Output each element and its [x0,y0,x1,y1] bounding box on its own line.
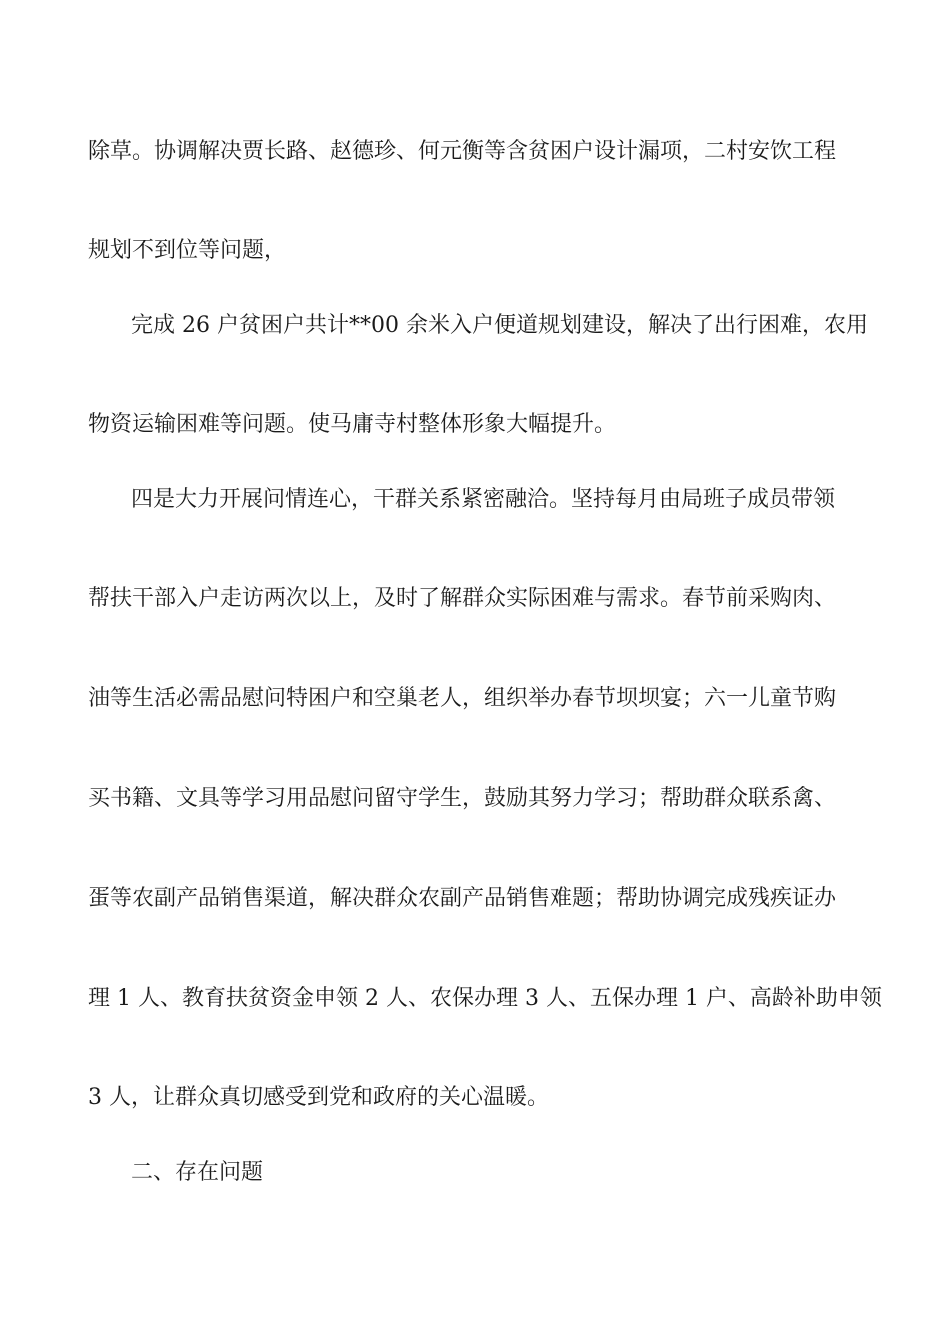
paragraph-line-7: 油等生活必需品慰问特困户和空巢老人，组织举办春节坝坝宴；六一儿童节购 [88,686,837,711]
paragraph-line-3: 完成 26 户贫困户共计**00 余米入户便道规划建设，解决了出行困难，农用 [131,313,868,338]
paragraph-line-10: 理 1 人、教育扶贫资金申领 2 人、农保办理 3 人、五保办理 1 户、高龄补助申领 [88,986,882,1011]
paragraph-line-2: 规划不到位等问题， [88,238,287,263]
section-heading: 二、存在问题 [131,1160,264,1185]
paragraph-line-9: 蛋等农副产品销售渠道，解决群众农副产品销售难题；帮助协调完成残疾证办 [88,886,837,911]
paragraph-line-1: 除草。协调解决贾长路、赵德珍、何元衡等含贫困户设计漏项，二村安饮工程 [88,139,837,164]
paragraph-line-11: 3 人，让群众真切感受到党和政府的关心温暖。 [88,1085,549,1110]
paragraph-line-8: 买书籍、文具等学习用品慰问留守学生，鼓励其努力学习；帮助群众联系禽、 [88,786,837,811]
paragraph-line-4: 物资运输困难等问题。使马庸寺村整体形象大幅提升。 [88,412,617,437]
paragraph-line-6: 帮扶干部入户走访两次以上，及时了解群众实际困难与需求。春节前采购肉、 [88,586,837,611]
paragraph-line-5: 四是大力开展问情连心，干群关系紧密融洽。坚持每月由局班子成员带领 [131,487,836,512]
